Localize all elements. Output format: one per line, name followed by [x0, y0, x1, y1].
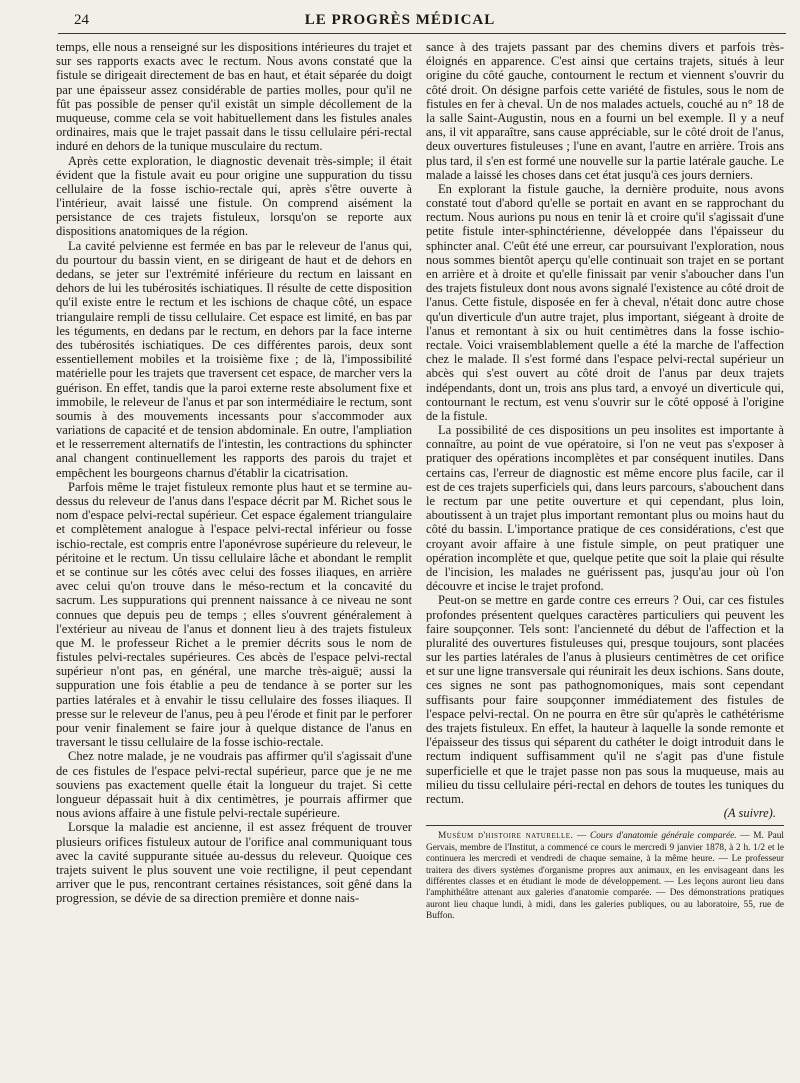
- paragraph: En explorant la fistule gauche, la dernière produite, nous avons constaté tout d'abord qu'elle se portait en avant en se rapprochant du rectum. Nous aurions pu nous en tenir là et croire qu'il s'agissait d'une petite fistule inter-sphinctérienne, développée dans l'épaisseur du sphincter anal. C'eût été une erreur, car poursuivant l'exploration, nous nous sommes bientôt aperçu qu'elle continuait son trajet en se portant en arrière et à droite et qu'elle finissait par venir s'aboucher dans l'un des trajets fistuleux dont nous avons signalé l'existence au côté droit de l'anus. Cette fistule, disposée en fer à cheval, n'était donc autre chose qu'un diverticule d'un autre trajet, plus important, siégeant à droite de l'anus et remontant à six ou huit centimètres dans la fosse ischio-rectale. Voici vraisemblablement quelle a été la marche de l'affection chez le malade. Il s'est formé dans l'espace pelvi-rectal supérieur un abcès qui s'est ouvert au côté droit de l'anus par deux trajets indépendants, dont un, trois ans plus tard, a envoyé un diverticule qui, contournant le rectum, est venu s'ouvrir sur le côté opposé à l'origine de la fistule.: [426, 181, 784, 423]
- section-divider: [426, 825, 784, 826]
- notice-heading: Muséum d'histoire naturelle.: [438, 831, 574, 842]
- paragraph: La cavité pelvienne est fermée en bas par le releveur de l'anus qui, du pourtour du bassin vient, en se dirigeant de haut et de dehors en dedans, se jeter sur l'extrémité inférieure du rectum en laissant en dehors de lui les tubérosités ischiatiques. Il résulte de cette disposition qu'il existe entre le rectum et les ischions de chaque côté, un espace triangulaire rempli de tissu cellulaire. Cet espace est limité, en bas par les téguments, en dedans par le rectum, en dehors par la face interne des tubérosités ischiatiques. De ces différentes parois, deux sont essentiellement mobiles et la troisième fixe ; de là, l'impossibilité matérielle pour les trajets que traversent cet espace, de marcher vers la guérison. En effet, tandis que la paroi externe reste absolument fixe et immobile, le releveur de l'anus et par son intermédiaire le rectum, sont soumis à des mouvements incessants pour s'accommoder aux variations de capacité et de tension abdominale. En outre, l'ampliation et le resserrement alternatifs de l'intestin, les contractions du sphincter anal changent continuellement les rapports des parois du trajet et empêchent les bourgeons charnus d'établir la cicatrisation.: [56, 238, 412, 480]
- paragraph: temps, elle nous a renseigné sur les dispositions intérieures du trajet et sur ses rapports exacts avec le rectum. Nous avons constaté que la fistule se dirigeait directement de bas en haut, et était séparée du doigt par une épaisseur assez considérable de parties molles, pour qu'il ne fût pas possible de penser qu'il existât un simple décollement de la muqueuse, comme cela se voit habituellement dans les fistules anales ordinaires, mais que le trajet passait dans le tissu cellulaire péri-rectal induré en dehors de la tunique musculaire du rectum.: [56, 40, 412, 154]
- paragraph: sance à des trajets passant par des chemins divers et parfois très-éloignés en apparence. C'est ainsi que certains trajets, situés à leur origine du côté gauche, contournent le rectum et viennent s'ouvrir du côté droit. On désigne parfois cette variété de fistules, sous le nom de fistules en fer à cheval. Un de nos malades actuels, couché au n° 18 de la salle Saint-Augustin, nous en a fourni un bel exemple. Il y a neuf ans, il vit apparaître, sans cause appréciable, sur le côté droit de l'anus, deux ouvertures fistuleuses ; l'une en avant, l'autre en arrière. Trois ans plus tard, il s'en est formé une nouvelle sur la partie latérale gauche. Le malade a laissé les choses dans cet état jusqu'à ces jours derniers.: [426, 40, 784, 182]
- right-column: [426, 40, 784, 923]
- notice-course: Cours d'anatomie générale comparée.: [590, 831, 737, 842]
- museum-notice: Muséum d'histoire naturelle. — Cours d'anatomie générale comparée. — M. Paul Gervais, membre de l'Institut, a commencé ce cours le mercredi 9 janvier 1878, à 2 h. 1/2 et le continuera les mercredi et vendredi de chaque semaine, à la même heure. — Le professeur traitera des divers systèmes d'organisme propres aux animaux, en les envisageant dans les différentes classes et en étudiant le mode de développement. — Les leçons auront lieu dans l'amphithéâtre attenant aux galeries d'anatomie comparée. — Des démonstrations pratiques auront lieu chaque lundi, à midi, dans les galeries publiques, ou au laboratoire, 55, rue de Buffon.: [426, 831, 785, 922]
- header-rule: [58, 33, 786, 34]
- paragraph: Parfois même le trajet fistuleux remonte plus haut et se termine au-dessus du releveur de l'anus dans l'espace décrit par M. Richet sous le nom d'espace pelvi-rectal supérieur. Cet espace également triangulaire et complètement analogue à l'espace pelvi-rectal inférieur ou fosse ischio-rectale, est compris entre l'aponévrose supérieure du releveur, le péritoine et le rectum. Un tissu cellulaire lâche et abondant le remplit et se continue sur les côtés avec celui des fosses iliaques, en arrière avec celui qu'on trouve dans le méso-rectum et la concavité du sacrum. Les suppurations qui prennent naissance à ce niveau ne sont connues que depuis peu de temps ; elles s'ouvrent généralement à l'extérieur au niveau de l'anus et donnent lieu à des trajets fistuleux que M. le professeur Richet a le premier décrits sous le nom de fistules pelvi-rectales supérieures. Ces abcès de l'espace pelvi-rectal supérieur n'ont pas, en général, une marche très-aiguë; aussi la suppuration une fois établie a peu de tendance à se porter sur les parties latérales et à envahir le tissu cellulaire des fosses iliaques. Il presse sur le releveur de l'anus, peu à peu l'érode et finit par le perforer pour venir finalement se faire jour à quelque distance de l'anus en traversant le tissu cellulaire de la fosse ischio-rectale.: [56, 479, 412, 750]
- paragraph: Peut-on se mettre en garde contre ces erreurs ? Oui, car ces fistules profondes présentent quelques caractères particuliers qui peuvent les faire soupçonner. Tels sont: l'ancienneté du début de l'affection et la pluralité des ouvertures fistuleuses qui, presque toujours, sont placées sur les parties latérales de l'anus à plusieurs centimètres de cet orifice et sur une ligne transversale qui réunirait les deux ischions. Sans doute, ces signes ne sont pas pathognomoniques, mais sont cependant suffisants pour faire soupçonner immédiatement des fistules de l'espace pelvi-rectal. On ne pourra en être sûr qu'après le cathétérisme des trajets fistuleux. En effet, la hauteur à laquelle la sonde remonte et l'épaisseur des tissus qui séparent du cathéter le doigt introduit dans le rectum indiquent suffisamment qu'il ne s'agit pas d'une fistule superficielle et que le trajet passe non pas sous la muqueuse, mais au milieu du tissu cellulaire péri-rectal en dehors de toutes les tuniques du rectum.: [426, 593, 784, 806]
- paragraph: Après cette exploration, le diagnostic devenait très-simple; il était évident que la fistule avait eu pour origine une suppuration du tissu cellulaire de la fosse ischio-rectale qui, après s'être ouverte à l'intérieur, avait laissé une fistule. On comprend aisément la persistance de ces trajets fistuleux, lorsqu'on se reporte aux dispositions anatomiques de la région.: [56, 153, 412, 239]
- paragraph: Lorsque la maladie est ancienne, il est assez fréquent de trouver plusieurs orifices fistuleux autour de l'orifice anal communiquant tous avec la cavité suppurante située au-dessus du releveur. Quoique ces trajets suivent le plus souvent une voie rectiligne, il peut cependant arriver que le pus, rencontrant certaines résistances, soit gêné dans la progression, se dévie de sa direction première et donne nais-: [56, 820, 412, 906]
- paragraph: La possibilité de ces dispositions un peu insolites est importante à connaître, au point de vue opératoire, si l'on ne veut pas s'exposer à pratiquer des opérations incomplètes et par conséquent inutiles. Dans certains cas, l'erreur de diagnostic est même encore plus facile, car il est de ces trajets superficiels qui, dans leurs parcours, s'abouchent dans le rectum par une petite ouverture et qui cependant, plus loin, aboutissent à un trajet plus important remontant plus ou moins haut du côté du bassin. L'importance pratique de ces considérations, c'est que croyant avoir affaire à une fistule simple, on peut pratiquer une opération incomplète et que, quelque petite que soit la plaie qui résulte de l'incision, les malades ne guérissent pas, jusqu'au jour où l'on découvre et incise le trajet profond.: [426, 423, 784, 594]
- page-number: 24: [74, 12, 89, 28]
- paragraph: Chez notre malade, je ne voudrais pas affirmer qu'il s'agissait d'une de ces fistules de l'espace pelvi-rectal supérieur, parce que je ne me souviens pas exactement quelle était la longueur du trajet. Si cette longueur dépassait huit à dix centimètres, je pourrais affirmer que nous avions affaire à une fistule pelvi-rectale supérieure.: [56, 749, 412, 821]
- notice-text: — M. Paul Gervais, membre de l'Institut, a commencé ce cours le mercredi 9 janvier 1878, à 2 h. 1/2 et le continuera les mercredi et vendredi de chaque semaine, à la même heure. — Le professeur traitera des divers systèmes d'organisme propres aux animaux, en les envisageant dans les différentes classes et en étudiant le mode de développement. — Les leçons auront lieu dans l'amphithéâtre attenant aux galeries d'anatomie comparée. — Des démonstrations pratiques auront lieu chaque lundi, à midi, dans les galeries publiques, ou au laboratoire, 55, rue de Buffon.: [426, 831, 785, 922]
- to-be-continued: (A suivre).: [723, 806, 776, 821]
- left-column: [56, 40, 412, 905]
- journal-title: LE PROGRÈS MÉDICAL: [304, 12, 496, 28]
